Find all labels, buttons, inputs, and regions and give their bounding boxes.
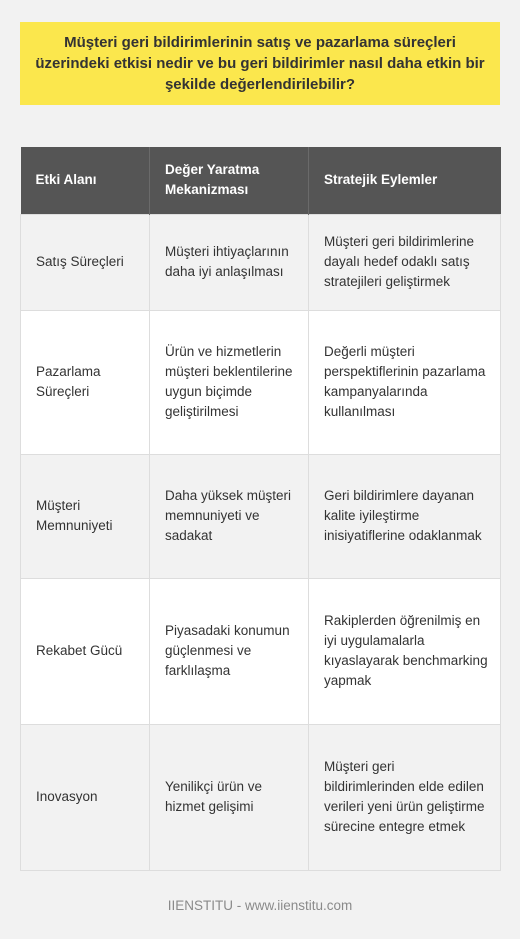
table-row (21, 454, 501, 578)
question-title: Müşteri geri bildirimlerinin satış ve pazarlama süreçleri üzerindeki etkisi nedir ve bu geri bildirimler nasıl daha etkin bir şekilde değerlendirilebilir? (35, 34, 485, 93)
impact-table (20, 147, 501, 871)
header-impact-area: Etki Alanı (21, 147, 150, 214)
cell-area: Rekabet Gücü (21, 578, 150, 724)
cell-area: Pazarlama Süreçleri (21, 310, 150, 454)
header-strategic-actions: Stratejik Eylemler (309, 147, 501, 214)
table-row (21, 578, 501, 724)
cell-mechanism: Daha yüksek müşteri memnuniyeti ve sadakat (150, 454, 309, 578)
cell-area: Satış Süreçleri (21, 214, 150, 310)
table-row (21, 724, 501, 870)
cell-actions: Rakiplerden öğrenilmiş en iyi uygulamalarla kıyaslayarak benchmarking yapmak (309, 578, 501, 724)
cell-actions: Müşteri geri bildirimlerinden elde edilen verileri yeni ürün geliştirme sürecine entegre etmek (309, 724, 501, 870)
header-value-mechanism: Değer Yaratma Mekanizması (150, 147, 309, 214)
cell-mechanism: Yenilikçi ürün ve hizmet gelişimi (150, 724, 309, 870)
cell-mechanism: Müşteri ihtiyaçlarının daha iyi anlaşılması (150, 214, 309, 310)
cell-actions: Müşteri geri bildirimlerine dayalı hedef odaklı satış stratejileri geliştirmek (309, 214, 501, 310)
cell-mechanism: Ürün ve hizmetlerin müşteri beklentilerine uygun biçimde geliştirilmesi (150, 310, 309, 454)
cell-mechanism: Piyasadaki konumun güçlenmesi ve farklılaşma (150, 578, 309, 724)
cell-actions: Değerli müşteri perspektiflerinin pazarlama kampanyalarında kullanılması (309, 310, 501, 454)
table-row (21, 310, 501, 454)
table-header-row (21, 147, 501, 214)
cell-actions: Geri bildirimlere dayanan kalite iyileştirme inisiyatiflerine odaklanmak (309, 454, 501, 578)
cell-area: Müşteri Memnuniyeti (21, 454, 150, 578)
table-row (21, 214, 501, 310)
footer-credit: IIENSTITU - www.iienstitu.com (167, 898, 353, 913)
question-banner (20, 22, 500, 105)
cell-area: Inovasyon (21, 724, 150, 870)
